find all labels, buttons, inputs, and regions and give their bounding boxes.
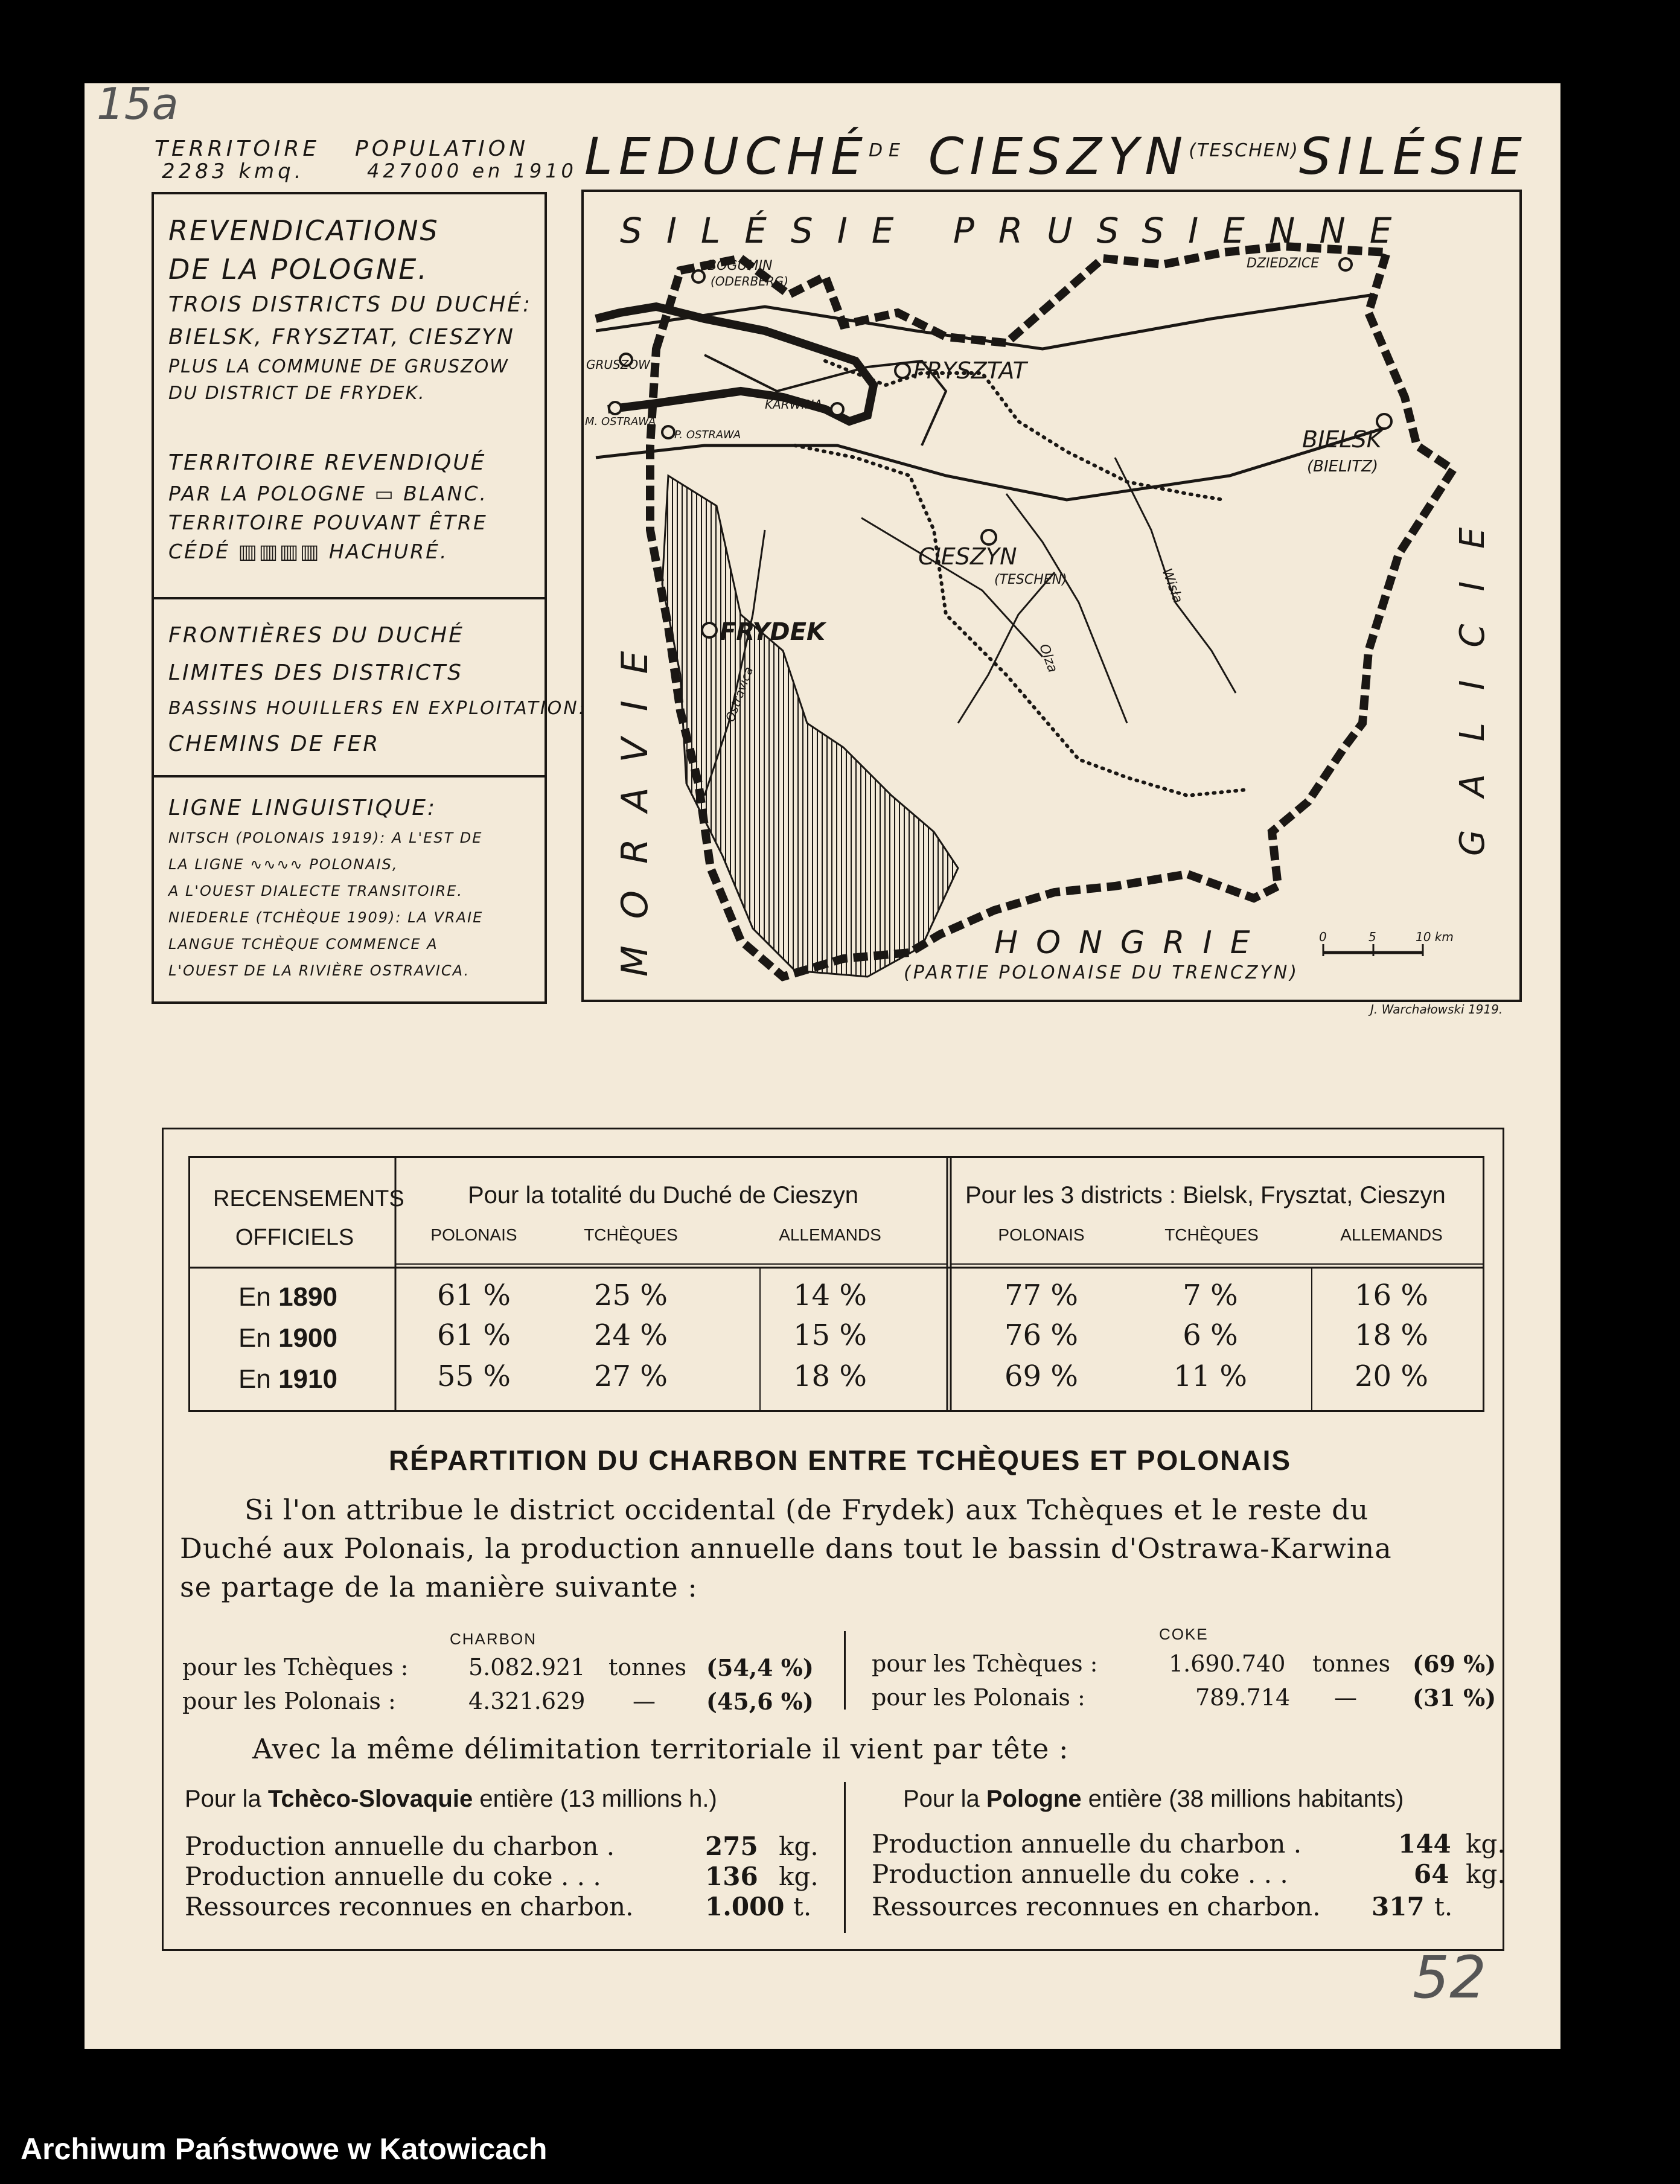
population-label: POPULATION [355,136,529,161]
czech-post: entière (13 millions h.) [479,1786,717,1812]
year-value: 1910 [278,1364,337,1394]
legend-line: REVENDICATIONS [168,214,439,247]
poland-row-value: 144 [1398,1829,1451,1859]
sub-allemands: ALLEMANDS [779,1225,881,1244]
czech-pre: Pour la [185,1786,261,1812]
sub-polonais: POLONAIS [998,1225,1085,1244]
legend-line: PAR LA POLOGNE ▭ BLANC. [168,482,488,505]
sub-polonais: POLONAIS [430,1225,517,1244]
map-signature: J. Warchałowski 1919. [1370,1002,1503,1017]
town-bielsk: BIELSK [1302,426,1382,453]
year-prefix: En [238,1282,271,1312]
charbon-pct: (54,4 %) [706,1654,814,1681]
town-marker [895,363,910,378]
legend-line: DU DISTRICT DE FRYDEK. [168,383,426,404]
coke-unit: — [1334,1684,1357,1711]
charbon-amount: 5.082.921 [468,1654,586,1681]
town-teschen: (TESCHEN) [994,572,1067,587]
legend-line: FRONTIÈRES DU DUCHÉ [168,623,464,648]
cell: 69 % [1004,1359,1078,1393]
charbon-pct: (45,6 %) [706,1688,814,1715]
archive-footer [0,2115,1680,2184]
legend-line: CHEMINS DE FER [168,732,380,756]
title-duche: DUCHÉ [656,127,869,186]
czech-row-unit: kg. [779,1831,819,1861]
czech-header [185,1786,717,1813]
poland-post: entière (38 millions habitants) [1088,1786,1404,1812]
town-frydek: FRYDEK [720,618,825,646]
title-silesie: SILÉSIE [1298,127,1528,186]
coke-who: pour les Tchèques : [872,1650,1098,1677]
coal-paragraph-line: Si l'on attribue le district occidental (de Frydek) aux Tchèques et le reste du [244,1493,1369,1526]
czech-row-label: Production annuelle du charbon . [185,1831,615,1861]
town-bogumin: BOGUMIN [707,258,773,273]
town-frysztat: FRYSZTAT [913,357,1027,384]
cell: 6 % [1183,1318,1238,1352]
town-marker [609,402,621,414]
row-year [238,1323,337,1353]
hatched-area [662,476,958,977]
cell: 20 % [1355,1359,1428,1393]
cell: 55 % [437,1359,511,1393]
river-ostravica: Ostravica [723,665,756,724]
legend-line: A L'OUEST DIALECTE TRANSITOIRE. [168,883,463,899]
per-head-divider [844,1782,846,1933]
cell: 61 % [437,1279,511,1312]
town-dziedzice: DZIEDZICE [1247,256,1320,271]
coke-who: pour les Polonais : [872,1684,1085,1711]
census-header-line1: RECENSEMENTS [213,1186,404,1212]
legend-divider [154,775,545,777]
map-label-south-sub: (PARTIE POLONAISE DU TRENCZYN) [904,962,1299,983]
coke-unit: tonnes [1312,1650,1391,1677]
legend-line: LIMITES DES DISTRICTS [168,660,463,685]
group1-header: Pour la totalité du Duché de Cieszyn [468,1182,859,1209]
poland-header [903,1786,1404,1813]
charbon-unit: tonnes [608,1654,687,1681]
cell: 25 % [594,1279,668,1312]
town-marker [1340,258,1352,270]
coke-amount: 789.714 [1195,1684,1291,1711]
year-value: 1900 [278,1323,337,1353]
map-label-east: GALICIE [1453,494,1492,856]
archive-number-bottom: 52 [1413,1944,1487,2011]
cell: 14 % [793,1279,867,1312]
czech-row-unit: t. [793,1892,812,1921]
cell: 61 % [437,1318,511,1352]
town-marker [662,426,674,438]
legend-box [152,192,587,1004]
coke-pct: (31 %) [1413,1684,1496,1711]
town-karwina: KARWINA [765,397,823,412]
year-prefix: En [238,1364,271,1394]
railway [861,518,1043,657]
town-bielitz: (BIELITZ) [1307,458,1379,476]
charbon-who: pour les Polonais : [182,1688,396,1714]
map-drawing [584,192,1519,1000]
czech-row-label: Production annuelle du coke . . . [185,1862,601,1891]
archive-footer-label: Archiwum Państwowe w Katowicach [21,2132,548,2166]
legend-line: CÉDÉ ▥▥▥▥ HACHURÉ. [168,540,449,563]
year-prefix: En [238,1323,271,1353]
legend-line: L'OUEST DE LA RIVIÈRE OSTRAVICA. [168,962,470,979]
legend-divider [154,597,545,599]
legend-line: TROIS DISTRICTS DU DUCHÉ: [168,292,532,317]
town-marker [982,530,996,544]
cell: 24 % [594,1318,668,1352]
per-head-line: Avec la même délimitation territoriale il vient par tête : [252,1732,1069,1765]
poland-row-unit: kg. [1466,1859,1506,1889]
town-p-ostrawa: P. OSTRAWA [674,429,741,441]
sub-tcheques: TCHÈQUES [1164,1225,1259,1244]
sub-tcheques: TCHÈQUES [584,1225,678,1244]
czech-row-value: 1.000 [705,1892,785,1921]
population-value: 427000 en 1910 [367,159,577,182]
poland-row-value: 317 [1372,1892,1425,1921]
legend-line: BIELSK, FRYSZTAT, CIESZYN [168,325,515,350]
town-cieszyn: CIESZYN [918,543,1017,570]
cell: 7 % [1183,1279,1238,1312]
census-table [188,1156,1484,1412]
cell: 15 % [793,1318,867,1352]
cell: 16 % [1355,1279,1428,1312]
scale-5: 5 [1369,930,1376,944]
census-header-line2: OFFICIELS [235,1225,354,1250]
legend-line: LA LIGNE ∿∿∿∿ POLONAIS, [168,856,398,873]
row-year [238,1364,337,1394]
census-header [213,1180,404,1257]
cell: 76 % [1004,1318,1078,1352]
title-de: DE [868,140,906,161]
map-label-west: MORAVIE [614,624,656,977]
district-limit [795,445,1248,796]
territory-value: 2283 kmq. [162,159,305,184]
river-wisla: Wisła [1158,566,1186,605]
czech-row-unit: kg. [779,1862,819,1891]
row-year [238,1282,337,1312]
coal-heading: RÉPARTITION DU CHARBON ENTRE TCHÈQUES ET POLONAIS [388,1445,1292,1476]
legend-line: NITSCH (POLONAIS 1919): A L'EST DE [168,829,483,846]
charbon-amount: 4.321.629 [468,1688,586,1714]
legend-territory [168,447,488,566]
town-marker [702,623,717,637]
legend-line: TERRITOIRE POUVANT ÊTRE [168,511,488,534]
coal-paragraph-line: se partage de la manière suivante : [180,1571,698,1603]
legend-symbols [168,617,587,763]
charbon-who: pour les Tchèques : [182,1654,409,1681]
poland-row-value: 64 [1414,1859,1449,1889]
group2-header: Pour les 3 districts : Bielsk, Frysztat, Cieszyn [965,1182,1446,1209]
town-oderberg: (ODERBERG) [711,274,789,289]
cell: 18 % [1355,1318,1428,1352]
year-value: 1890 [278,1282,337,1312]
town-m-ostrawa: M. OSTRAWA [585,415,656,428]
cell: 18 % [793,1359,867,1393]
coke-label: COKE [1159,1625,1209,1643]
czech-row-value: 136 [705,1862,758,1891]
scale-10: 10 km [1416,930,1454,944]
sub-allemands: ALLEMANDS [1340,1225,1443,1244]
territory-label: TERRITOIRE [155,136,321,161]
czech-row-label: Ressources reconnues en charbon. [185,1892,634,1921]
legend-claims [168,211,532,407]
cell: 77 % [1004,1279,1078,1312]
coke-pct: (69 %) [1413,1650,1496,1678]
poland-pre: Pour la [903,1786,980,1812]
cell: 11 % [1174,1359,1247,1393]
czech-name: Tchèco-Slovaquie [267,1786,473,1812]
legend-line: DE LA POLOGNE. [168,253,429,286]
cell: 27 % [594,1359,668,1393]
legend-linguistic [168,792,483,984]
czech-row-value: 275 [705,1831,758,1861]
title-teschen: (TESCHEN) [1189,140,1299,161]
river-olza: Olza [1036,642,1061,675]
coal-paragraph-line: Duché aux Polonais, la production annuelle dans tout le bassin d'Ostrawa-Karwina [180,1532,1392,1565]
archive-number-top: 15a [97,78,179,129]
poland-row-unit: kg. [1466,1829,1506,1859]
scale-0: 0 [1319,930,1327,944]
town-marker [692,270,704,283]
title-le: LE [584,127,657,186]
legend-line: TERRITOIRE REVENDIQUÉ [168,450,487,475]
charbon-label: CHARBON [450,1630,537,1648]
map [581,190,1522,1002]
legend-line: LANGUE TCHÈQUE COMMENCE A [168,936,438,953]
map-label-south: HONGRIE [994,925,1268,961]
coal-divider [844,1631,846,1710]
map-label-north: SILÉSIE PRUSSIENNE [620,210,1416,251]
legend-line: NIEDERLE (TCHÈQUE 1909): LA VRAIE [168,909,484,926]
town-gruszow: GRUSZOW [586,357,650,372]
poland-row-unit: t. [1434,1892,1453,1921]
poland-row-label: Production annuelle du coke . . . [872,1859,1288,1889]
poland-row-label: Ressources reconnues en charbon. [872,1892,1321,1921]
title-cieszyn: CIESZYN [928,127,1189,186]
poland-name: Pologne [986,1786,1082,1812]
title [584,127,1528,186]
legend-line: PLUS LA COMMUNE DE GRUSZOW [168,356,509,377]
poland-row-label: Production annuelle du charbon . [872,1829,1302,1859]
legend-line: LIGNE LINGUISTIQUE: [168,796,437,820]
legend-line: BASSINS HOUILLERS EN EXPLOITATION: [168,698,587,719]
coke-amount: 1.690.740 [1169,1650,1286,1677]
charbon-unit: — [633,1688,656,1714]
town-marker [831,403,843,415]
